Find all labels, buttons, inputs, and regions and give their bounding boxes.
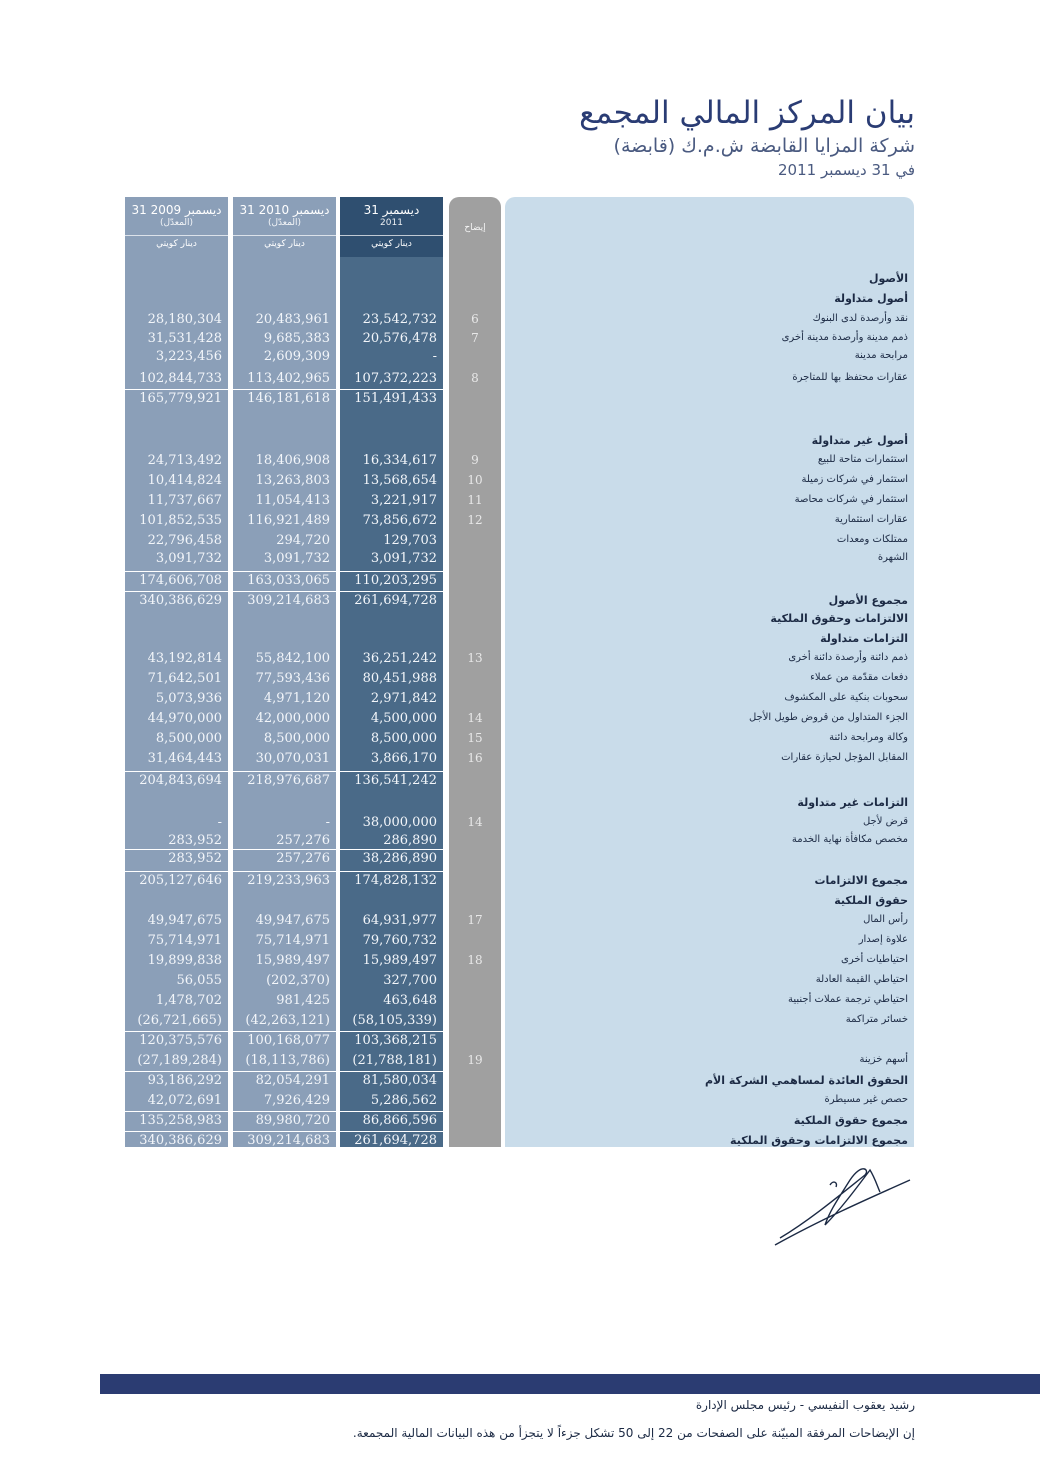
amount-2011: 3,221,917 — [370, 493, 437, 508]
amount-2011: 463,648 — [383, 993, 437, 1008]
amount-2010: 3,091,732 — [263, 551, 330, 566]
line-item-label: قرض لأجل — [862, 816, 908, 827]
amount-2010: 18,406,908 — [255, 453, 330, 468]
section-label: التزامات غير متداولة — [797, 796, 908, 809]
section-label: الأصول — [868, 272, 908, 285]
amount-2010: (18,113,786) — [245, 1053, 330, 1068]
amount-2011: 151,491,433 — [354, 391, 437, 406]
note-ref: 6 — [471, 312, 479, 326]
amount-2010: 294,720 — [276, 533, 330, 548]
line-item-label: ذمم دائنة وأرصدة دائنة أخرى — [788, 652, 908, 663]
total-rule — [233, 1071, 336, 1072]
amount-2010: 7,926,429 — [263, 1093, 330, 1108]
total-rule — [340, 1031, 443, 1032]
section-label: مجموع الالتزامات وحقوق الملكية — [730, 1134, 908, 1147]
amount-2009: 22,796,458 — [147, 533, 222, 548]
amount-2011: 5,286,562 — [370, 1093, 437, 1108]
line-item-label: عقارات استثمارية — [834, 514, 908, 525]
amount-2010: 13,263,803 — [255, 473, 330, 488]
section-label: حقوق الملكية — [834, 894, 908, 907]
amount-2011: 129,703 — [383, 533, 437, 548]
total-rule — [233, 871, 336, 872]
amount-2009: 174,606,708 — [139, 573, 222, 588]
amount-2011: 103,368,215 — [354, 1033, 437, 1048]
amount-2010: - — [325, 815, 330, 830]
amount-2010: 146,181,618 — [247, 391, 330, 406]
total-rule — [233, 1131, 336, 1132]
amount-2009: 165,779,921 — [139, 391, 222, 406]
line-item-label: سحوبات بنكية على المكشوف — [784, 692, 908, 703]
line-item-label: الشهرة — [877, 552, 908, 563]
total-rule — [125, 849, 228, 850]
amount-2009: 19,899,838 — [147, 953, 222, 968]
total-rule — [125, 1031, 228, 1032]
amount-2011: 13,568,654 — [362, 473, 437, 488]
amount-2011: 80,451,988 — [362, 671, 437, 686]
amount-2011: 107,372,223 — [354, 371, 437, 386]
total-rule — [340, 571, 443, 572]
amount-2011: (21,788,181) — [352, 1053, 437, 1068]
note-ref: 17 — [467, 913, 483, 927]
line-item-label: مخصص مكافأة نهاية الخدمة — [791, 834, 908, 845]
total-rule — [125, 1131, 228, 1132]
total-rule — [233, 571, 336, 572]
line-item-label: استثمار في شركات زميلة — [801, 474, 908, 485]
amount-2009: 56,055 — [176, 973, 222, 988]
amount-2011: 38,286,890 — [362, 851, 437, 866]
total-rule — [233, 591, 336, 592]
note-ref: 11 — [467, 493, 483, 507]
amount-2011: 261,694,728 — [354, 593, 437, 608]
line-item-label: حصص غير مسيطرة — [824, 1094, 908, 1105]
note-ref: 15 — [467, 731, 483, 745]
line-item-label: رأس المال — [863, 914, 908, 925]
amount-2009: - — [217, 815, 222, 830]
amount-2010: 257,276 — [276, 851, 330, 866]
amount-2010: 219,233,963 — [247, 873, 330, 888]
amount-2010: 9,685,383 — [263, 331, 330, 346]
amount-2010: 42,000,000 — [255, 711, 330, 726]
total-rule — [233, 389, 336, 390]
amount-2009: 283,952 — [168, 833, 222, 848]
total-rule — [233, 849, 336, 850]
amount-2010: 257,276 — [276, 833, 330, 848]
total-rule — [125, 771, 228, 772]
amount-2011: 79,760,732 — [362, 933, 437, 948]
line-item-label: دفعات مقدّمة من عملاء — [810, 672, 908, 683]
amount-2009: 31,531,428 — [147, 331, 222, 346]
column-2010-restated: (المعدّل) — [267, 218, 302, 228]
amount-2011: (58,105,339) — [352, 1013, 437, 1028]
amount-2011: 174,828,132 — [354, 873, 437, 888]
note-ref: 14 — [467, 815, 483, 829]
column-2009-restated: (المعدّل) — [159, 218, 194, 228]
amount-2010: 100,168,077 — [247, 1033, 330, 1048]
total-rule — [125, 571, 228, 572]
amount-2010: 163,033,065 — [247, 573, 330, 588]
amount-2010: 15,989,497 — [255, 953, 330, 968]
amount-2009: 10,414,824 — [147, 473, 222, 488]
line-item-label: علاوة إصدار — [858, 934, 908, 945]
section-label: الالتزامات وحقوق الملكية — [770, 612, 908, 625]
amount-2009: 102,844,733 — [139, 371, 222, 386]
amount-2010: 8,500,000 — [263, 731, 330, 746]
column-2011-year: 2011 — [380, 218, 403, 228]
column-notes-header: إيضاح — [464, 223, 486, 233]
amount-2010: 55,842,100 — [255, 651, 330, 666]
amount-2009: 43,192,814 — [147, 651, 222, 666]
amount-2010: 113,402,965 — [247, 371, 330, 386]
amount-2010: 77,593,436 — [255, 671, 330, 686]
line-item-label: الجزء المتداول من قروض طويل الأجل — [748, 712, 908, 723]
amount-2009: 5,073,936 — [155, 691, 222, 706]
amount-2011: 327,700 — [383, 973, 437, 988]
amount-2010: 309,214,683 — [247, 1133, 330, 1148]
line-item-label: نقد وأرصدة لدى البنوك — [812, 313, 908, 324]
amount-2009: 11,737,667 — [147, 493, 222, 508]
line-item-label: استثمارات متاحة للبيع — [817, 454, 908, 465]
line-item-label: استثمار في شركات محاصة — [794, 494, 908, 505]
amount-2010: 4,971,120 — [263, 691, 330, 706]
amount-2009: 101,852,535 — [139, 513, 222, 528]
amount-2009: 205,127,646 — [139, 873, 222, 888]
amount-2010: (202,370) — [266, 973, 330, 988]
column-2010-date: 31 ديسمبر 2010 — [239, 203, 330, 217]
amount-2011: 20,576,478 — [362, 331, 437, 346]
company-name: شركة المزايا القابضة ش.م.ك (قابضة) — [613, 135, 915, 157]
total-rule — [125, 1071, 228, 1072]
signer-name: رشيد يعقوب النفيسي - رئيس مجلس الإدارة — [695, 1398, 915, 1412]
line-item-label: احتياطي ترجمة عملات أجنبية — [788, 994, 908, 1005]
line-item-label: مرابحة مدينة — [854, 350, 908, 361]
total-rule — [340, 591, 443, 592]
amount-2009: (26,721,665) — [137, 1013, 222, 1028]
amount-2011: 286,890 — [383, 833, 437, 848]
amount-2011: 136,541,242 — [354, 773, 437, 788]
amount-2009: 93,186,292 — [147, 1073, 222, 1088]
column-2011-header — [340, 197, 443, 257]
amount-2009: 283,952 — [168, 851, 222, 866]
note-ref: 13 — [467, 651, 483, 665]
total-rule — [125, 1111, 228, 1112]
total-rule — [233, 1031, 336, 1032]
note-ref: 12 — [467, 513, 483, 527]
amount-2009: 31,464,443 — [147, 751, 222, 766]
total-rule — [233, 771, 336, 772]
column-2010-currency: دينار كويتي — [233, 235, 336, 250]
amount-2011: 38,000,000 — [362, 815, 437, 830]
amount-2009: 3,091,732 — [155, 551, 222, 566]
total-rule — [340, 849, 443, 850]
column-2009 — [125, 197, 228, 1147]
amount-2009: 1,478,702 — [155, 993, 222, 1008]
amount-2009: 340,386,629 — [139, 1133, 222, 1148]
line-item-label: ذمم مدينة وأرصدة مدينة أخرى — [781, 332, 908, 343]
amount-2009: 42,072,691 — [147, 1093, 222, 1108]
amount-2009: 340,386,629 — [139, 593, 222, 608]
column-2011-date: 31 ديسمبر — [363, 203, 420, 217]
amount-2011: 110,203,295 — [354, 573, 437, 588]
amount-2011: 36,251,242 — [362, 651, 437, 666]
section-label: أصول متداولة — [834, 292, 908, 305]
section-label: مجموع الالتزامات — [814, 874, 908, 887]
note-ref: 14 — [467, 711, 483, 725]
signature-image — [770, 1150, 920, 1250]
line-item-label: المقابل المؤجل لحيازة عقارات — [781, 752, 908, 763]
amount-2009: 49,947,675 — [147, 913, 222, 928]
column-2011-currency: دينار كويتي — [340, 235, 443, 250]
note-ref: 7 — [471, 331, 479, 345]
amount-2010: 2,609,309 — [263, 349, 330, 364]
total-rule — [340, 1111, 443, 1112]
column-2009-currency: دينار كويتي — [125, 235, 228, 250]
amount-2009: 8,500,000 — [155, 731, 222, 746]
column-2009-date: 31 ديسمبر 2009 — [131, 203, 222, 217]
section-label: التزامات متداولة — [820, 632, 908, 645]
total-rule — [125, 871, 228, 872]
note-ref: 10 — [467, 473, 483, 487]
amount-2011: 15,989,497 — [362, 953, 437, 968]
amount-2011: 2,971,842 — [370, 691, 437, 706]
amount-2011: 16,334,617 — [362, 453, 437, 468]
amount-2011: 64,931,977 — [362, 913, 437, 928]
section-label: أصول غير متداولة — [811, 434, 908, 447]
section-label: الحقوق العائدة لمساهمي الشركة الأم — [704, 1074, 908, 1087]
labels-panel — [505, 197, 914, 1147]
amount-2009: (27,189,284) — [137, 1053, 222, 1068]
statement-date: في 31 ديسمبر 2011 — [778, 161, 915, 179]
amount-2010: 89,980,720 — [255, 1113, 330, 1128]
amount-2009: 24,713,492 — [147, 453, 222, 468]
line-item-label: عقارات محتفظ بها للمتاجرة — [792, 372, 908, 383]
note-ref: 16 — [467, 751, 483, 765]
column-2011 — [340, 197, 443, 1147]
page-title: بيان المركز المالي المجمع — [579, 95, 915, 131]
amount-2011: 3,091,732 — [370, 551, 437, 566]
note-ref: 8 — [471, 371, 479, 385]
amount-2011: 86,866,596 — [362, 1113, 437, 1128]
total-rule — [340, 1131, 443, 1132]
footer-bar — [100, 1374, 1040, 1394]
amount-2009: 28,180,304 — [147, 312, 222, 327]
column-notes — [449, 197, 501, 1147]
total-rule — [125, 591, 228, 592]
amount-2011: 4,500,000 — [370, 711, 437, 726]
amount-2010: 981,425 — [276, 993, 330, 1008]
line-item-label: خسائر متراكمة — [845, 1014, 908, 1025]
footnote: إن الإيضاحات المرفقة المبيّنة على الصفحات من 22 إلى 50 تشكل جزءاً لا يتجزأ من هذه البيانات المالية المجمعة. — [352, 1426, 915, 1440]
total-rule — [340, 1071, 443, 1072]
note-ref: 9 — [471, 453, 479, 467]
amount-2011: 3,866,170 — [370, 751, 437, 766]
amount-2010: 218,976,687 — [247, 773, 330, 788]
amount-2010: 82,054,291 — [255, 1073, 330, 1088]
column-2010 — [233, 197, 336, 1147]
note-ref: 19 — [467, 1053, 483, 1067]
note-ref: 18 — [467, 953, 483, 967]
amount-2011: 261,694,728 — [354, 1133, 437, 1148]
total-rule — [125, 389, 228, 390]
total-rule — [340, 771, 443, 772]
amount-2010: 116,921,489 — [247, 513, 330, 528]
amount-2010: (42,263,121) — [245, 1013, 330, 1028]
total-rule — [233, 1111, 336, 1112]
section-label: مجموع الأصول — [828, 594, 908, 607]
amount-2010: 75,714,971 — [255, 933, 330, 948]
amount-2010: 30,070,031 — [255, 751, 330, 766]
line-item-label: وكالة ومرابحة دائنة — [829, 732, 908, 743]
amount-2009: 75,714,971 — [147, 933, 222, 948]
total-rule — [340, 871, 443, 872]
amount-2011: - — [432, 349, 437, 364]
amount-2009: 204,843,694 — [139, 773, 222, 788]
amount-2010: 20,483,961 — [255, 312, 330, 327]
line-item-label: احتياطي القيمة العادلة — [815, 974, 908, 985]
amount-2009: 120,375,576 — [139, 1033, 222, 1048]
amount-2010: 309,214,683 — [247, 593, 330, 608]
amount-2010: 11,054,413 — [255, 493, 330, 508]
section-label: مجموع حقوق الملكية — [793, 1114, 908, 1127]
amount-2011: 23,542,732 — [362, 312, 437, 327]
column-2010-header — [233, 197, 336, 257]
line-item-label: ممتلكات ومعدات — [836, 534, 908, 545]
amount-2010: 49,947,675 — [255, 913, 330, 928]
amount-2009: 71,642,501 — [147, 671, 222, 686]
amount-2011: 73,856,672 — [362, 513, 437, 528]
line-item-label: احتياطيات أخرى — [841, 954, 908, 965]
amount-2011: 8,500,000 — [370, 731, 437, 746]
amount-2011: 81,580,034 — [362, 1073, 437, 1088]
total-rule — [340, 389, 443, 390]
line-item-label: أسهم خزينة — [859, 1054, 908, 1065]
amount-2009: 44,970,000 — [147, 711, 222, 726]
amount-2009: 3,223,456 — [155, 349, 222, 364]
column-2009-header — [125, 197, 228, 257]
amount-2009: 135,258,983 — [139, 1113, 222, 1128]
